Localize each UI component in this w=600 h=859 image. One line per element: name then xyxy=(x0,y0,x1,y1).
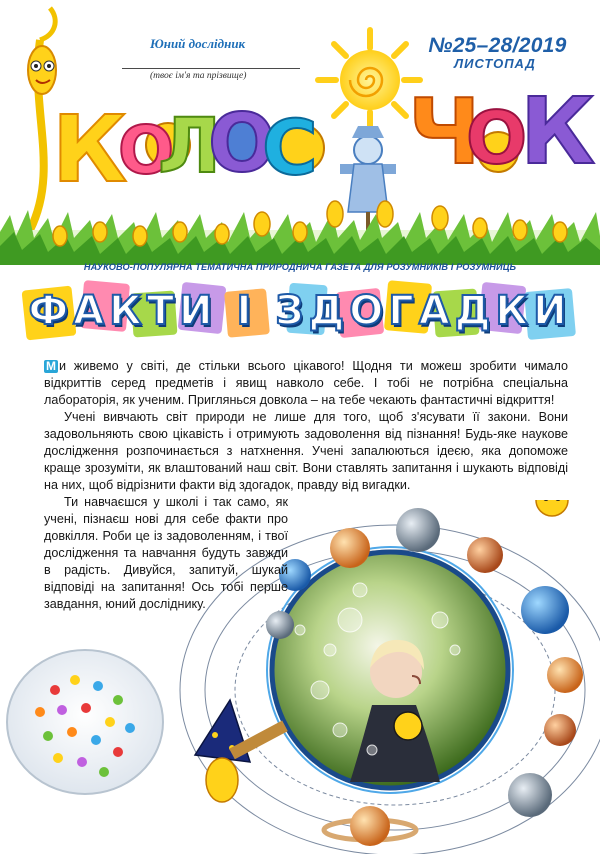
logo-letter: О xyxy=(208,97,277,190)
paragraph-text: и живемо у світі, де стільки всього цікавого! Щодня ти можеш зробити чимало відкриттів серед предметів і явищ навколо себе. І тобі не потрібна спеціальна лабораторія, як ученим. Приглянься довкола – на тебе чекають фантастичні відкриття! xyxy=(44,359,568,407)
planet-icon xyxy=(508,773,552,817)
name-hint: (твоє ім'я та прізвище) xyxy=(150,71,247,81)
article xyxy=(44,358,568,613)
subtitle: НАУКОВО-ПОПУЛЯРНА ТЕМАТИЧНА ПРИРОДНИЧА ГАЗЕТА ДЛЯ РОЗУМНИКІВ І РОЗУМНИЦЬ xyxy=(83,262,517,272)
masthead xyxy=(0,0,600,265)
researcher-label: Юний дослідник xyxy=(150,36,246,51)
planet-icon xyxy=(394,712,422,740)
dropcap: М xyxy=(46,359,56,373)
planet-icon xyxy=(544,714,576,746)
planet-icon xyxy=(547,657,583,693)
ringed-planet-icon xyxy=(324,806,416,846)
planet-icon xyxy=(266,611,294,639)
paragraph: Ти навчаєшся у школі і так само, як учені, пізнаєш нові для себе факти про довкілля. Роби це із задоволенням, і твої дослідження та навчання будуть завжди в радість. Дивуйся, запитуй, шукай відповіді на запитання! Ось тобі перше завдання, юний досліднику. xyxy=(44,495,288,611)
issue-number: №25–28/2019 xyxy=(428,34,567,57)
title-block xyxy=(20,276,580,356)
paragraph: Учені вивчають світ природи не лише для того, щоб з'ясувати її закони. Вони задовольняють свою цікавість і отримують задоволення від пізнання! Будь-яке наукове дослідження розпочинається з натхнення. Учені запалюються ідеєю, яка допоможе краще зрозуміти, як влаштований наш світ. Вони ставлять запитання і шукають відповіді на них, щоб відрізнити факти від здогадок, правду від вигадки. xyxy=(44,410,568,492)
logo-letter: О xyxy=(466,96,528,180)
sun-icon xyxy=(318,30,420,128)
issue-month: ЛИСТОПАД xyxy=(454,56,536,71)
logo-letter: Л xyxy=(158,101,222,190)
logo-letter: О xyxy=(118,112,175,189)
logo-letter: К xyxy=(52,96,128,203)
wizard-telescope-icon xyxy=(195,700,288,802)
candy-plate-icon xyxy=(7,650,163,794)
paragraph xyxy=(44,358,568,409)
logo-letter: К xyxy=(520,78,596,185)
logo-letter: Ч xyxy=(408,80,481,185)
logo-letter: С xyxy=(262,103,318,192)
name-input-line xyxy=(122,68,300,69)
page-title: ФАКТИ І ЗДОГАДКИ xyxy=(28,288,572,334)
